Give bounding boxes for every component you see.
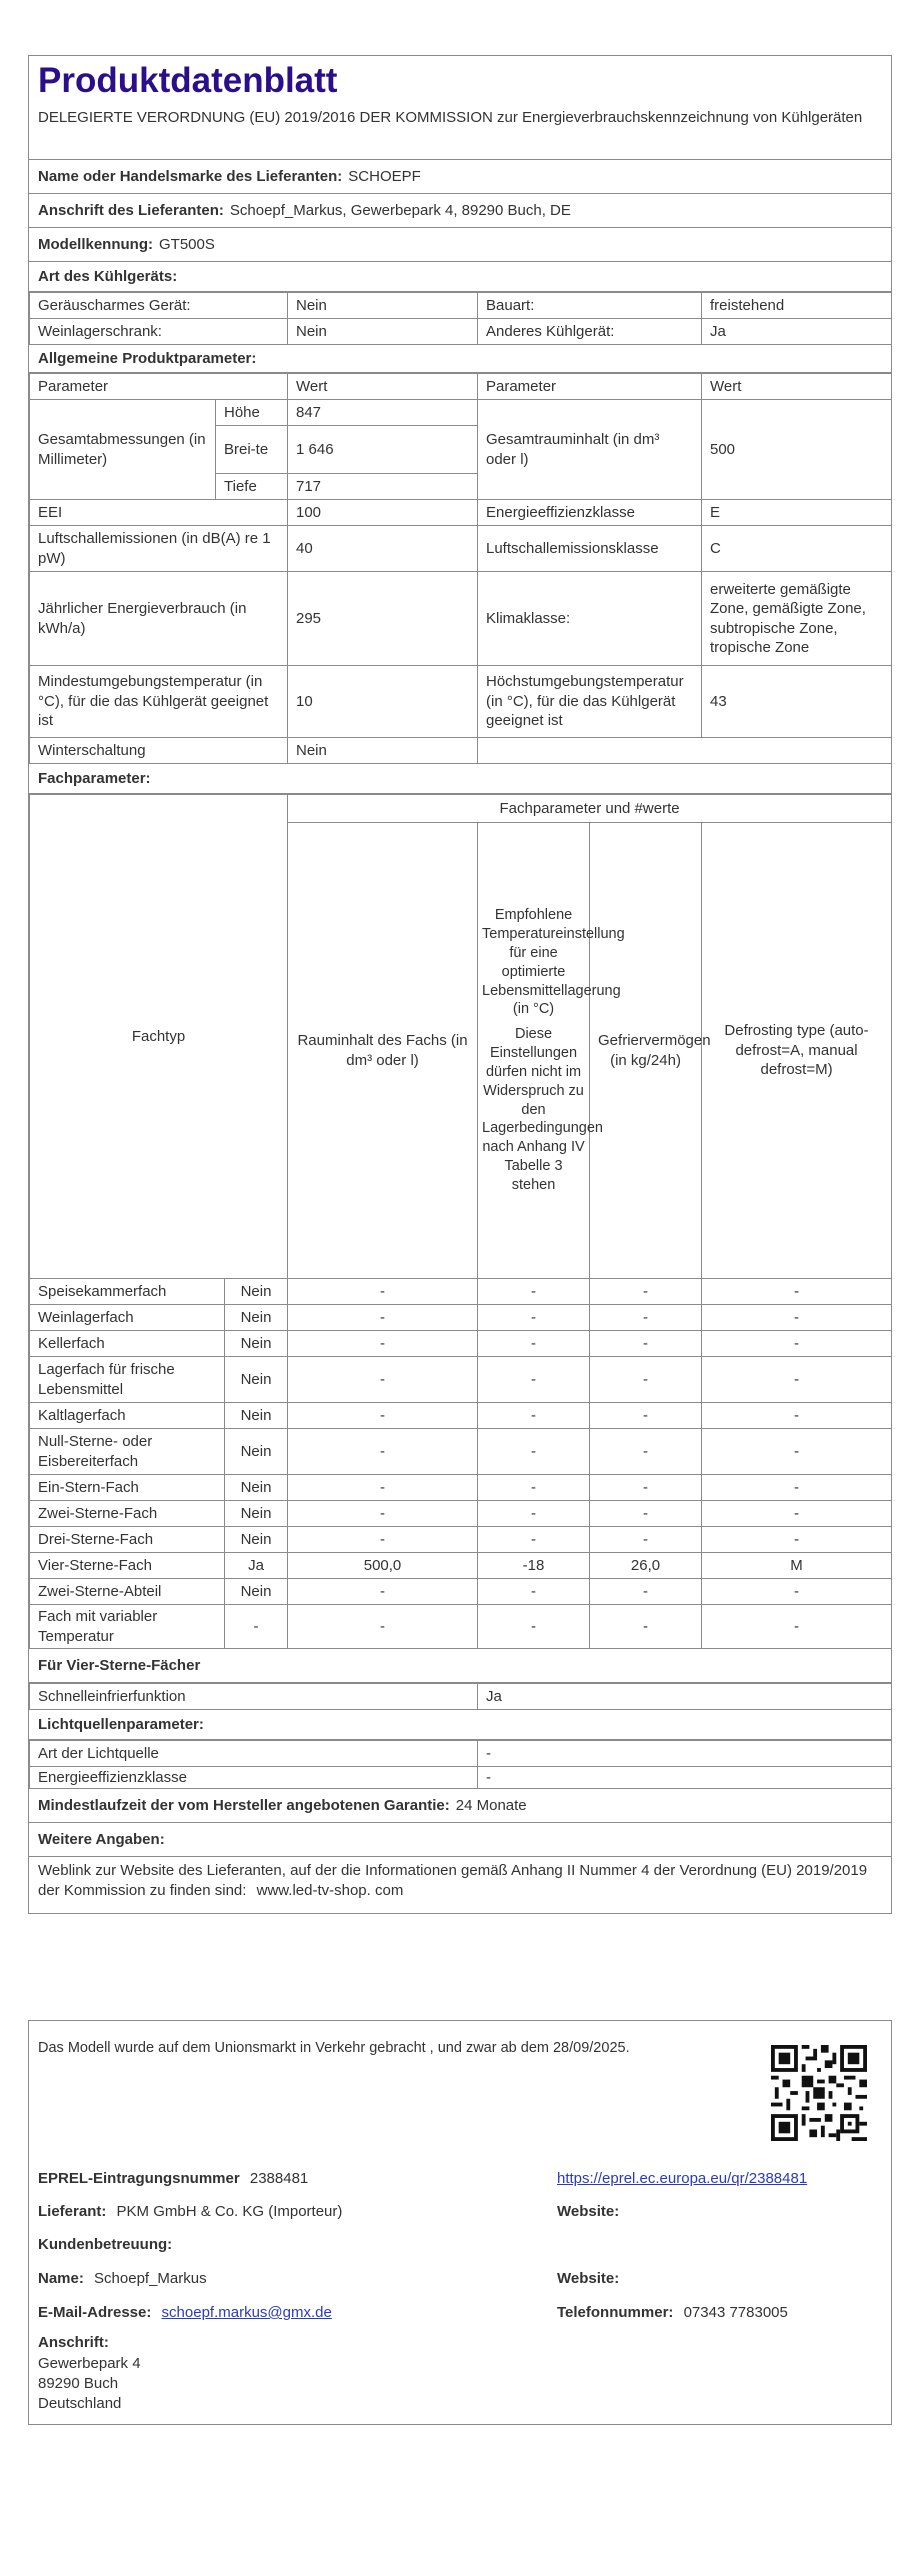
table-row — [30, 500, 892, 526]
compartment-temp: - — [478, 1429, 590, 1475]
address-label-text: Anschrift: — [38, 2334, 109, 2351]
eprel-value: 2388481 — [249, 2170, 309, 2187]
warranty-value: 24 Monate — [455, 1796, 527, 1814]
compartment-volume: - — [288, 1331, 478, 1357]
customer-service-label — [38, 2235, 172, 2255]
light-source-table — [29, 1740, 892, 1789]
compartment-present: Nein — [225, 1357, 288, 1403]
eprel-footer — [28, 2020, 892, 2425]
compartment-name: Lagerfach für frische Lebensmittel — [30, 1357, 225, 1403]
compartment-present: Nein — [225, 1501, 288, 1527]
further-info-text-block — [29, 1857, 891, 1913]
warranty-row — [29, 1789, 891, 1823]
max-ambient-temp-label: Höchstumgebungstemperatur (in °C), für die das Kühlgerät geeignet ist — [478, 666, 702, 738]
compartment-defrost-type: M — [702, 1553, 892, 1579]
wine-cabinet-value: Nein — [288, 319, 478, 345]
four-star-table — [29, 1683, 892, 1710]
compartment-present: Nein — [225, 1279, 288, 1305]
compartment-volume: - — [288, 1403, 478, 1429]
compartment-volume: - — [288, 1305, 478, 1331]
compartment-defrost-type: - — [702, 1475, 892, 1501]
table-row — [30, 1429, 892, 1475]
contact-name-line — [38, 2269, 207, 2289]
compartment-defrost-type: - — [702, 1279, 892, 1305]
other-appliance-label: Anderes Kühlgerät: — [478, 319, 702, 345]
supplier-address-value: Schoepf_Markus, Gewerbepark 4, 89290 Buch, DE — [229, 201, 571, 219]
compartment-rows — [30, 1279, 892, 1649]
compartment-temp: -18 — [478, 1553, 590, 1579]
table-row — [30, 1305, 892, 1331]
compartment-group-header: Fachparameter und #werte — [288, 795, 892, 823]
general-parameters-table — [29, 373, 892, 764]
noise-emission-value: 40 — [288, 526, 478, 572]
market-date-text: Das Modell wurde auf dem Unionsmarkt in Verkehr gebracht , und zwar ab dem 28/09/2025. — [38, 2040, 630, 2056]
col-temp-text: Empfohlene Temperatureinstellung für eine optimierte Lebensmittellagerung (in °C) — [482, 907, 625, 1018]
compartment-defrost-type: - — [702, 1331, 892, 1357]
compartment-volume: - — [288, 1475, 478, 1501]
light-class-label: Energieeffizienzklasse — [30, 1767, 478, 1789]
compartment-temp: - — [478, 1501, 590, 1527]
device-type-heading: Art des Kühlgeräts: — [29, 262, 891, 292]
compartment-freeze-capacity: 26,0 — [590, 1553, 702, 1579]
light-type-value: - — [478, 1741, 892, 1767]
noise-class-label: Luftschallemissionsklasse — [478, 526, 702, 572]
compartment-temp: - — [478, 1475, 590, 1501]
compartment-volume: - — [288, 1579, 478, 1605]
further-info-text: Weblink zur Website des Lieferanten, auf der die Informationen gemäß Anhang II Nummer 4 der Verordnung (EU) 2019/2019 der Kommission zu finden sind: — [38, 1862, 868, 1899]
eprel-number — [38, 2169, 308, 2189]
table-row — [30, 572, 892, 666]
footer-supplier-label: Lieferant: — [38, 2203, 107, 2220]
phone-value: 07343 7783005 — [683, 2304, 788, 2321]
table-row — [30, 1767, 892, 1789]
compartment-freeze-capacity: - — [590, 1475, 702, 1501]
device-type-row — [30, 319, 892, 345]
device-type-row — [30, 293, 892, 319]
customer-service-text: Kundenbetreuung: — [38, 2236, 173, 2253]
compartment-present: - — [225, 1605, 288, 1649]
compartment-name: Zwei-Sterne-Fach — [30, 1501, 225, 1527]
compartment-type-header: Fachtyp — [30, 795, 288, 1279]
noise-class-value: C — [702, 526, 892, 572]
width-value: 1 646 — [288, 426, 478, 474]
compartment-present: Nein — [225, 1475, 288, 1501]
email-line — [38, 2303, 332, 2323]
page-title: Produktdatenblatt — [38, 61, 338, 100]
compartment-temp: - — [478, 1403, 590, 1429]
min-ambient-temp-label: Mindestumgebungstemperatur (in °C), für die das Kühlgerät geeignet ist — [30, 666, 288, 738]
compartment-freeze-capacity: - — [590, 1279, 702, 1305]
col-temp-header — [478, 823, 625, 1279]
compartment-freeze-capacity: - — [590, 1429, 702, 1475]
table-row — [30, 1501, 892, 1527]
noise-emission-label: Luftschallemissionen (in dB(A) re 1 pW) — [30, 526, 288, 572]
compartment-name: Speisekammerfach — [30, 1279, 225, 1305]
compartment-volume: - — [288, 1357, 478, 1403]
compartment-temp: - — [478, 1305, 590, 1331]
table-row — [30, 526, 892, 572]
col-value-header: Wert — [288, 374, 478, 400]
quick-freeze-label: Schnelleinfrierfunktion — [30, 1684, 478, 1710]
compartment-temp: - — [478, 1331, 590, 1357]
height-value: 847 — [288, 400, 478, 426]
table-row — [30, 1331, 892, 1357]
low-noise-value: Nein — [288, 293, 478, 319]
col-value2-header: Wert — [702, 374, 892, 400]
light-class-value: - — [478, 1767, 892, 1789]
product-data-sheet — [28, 55, 892, 1914]
compartment-volume: - — [288, 1605, 478, 1649]
compartment-name: Kaltlagerfach — [30, 1403, 225, 1429]
phone-label: Telefonnummer: — [557, 2304, 674, 2321]
supplier-name-value: SCHOEPF — [348, 167, 421, 185]
device-type-table — [29, 292, 892, 345]
compartment-freeze-capacity: - — [590, 1605, 702, 1649]
compartment-present: Nein — [225, 1305, 288, 1331]
compartment-freeze-capacity: - — [590, 1357, 702, 1403]
compartment-present: Nein — [225, 1403, 288, 1429]
compartment-volume: - — [288, 1279, 478, 1305]
energy-class-value: E — [702, 500, 892, 526]
col-param2-header: Parameter — [478, 374, 702, 400]
compartment-present: Ja — [225, 1553, 288, 1579]
footer-website2-label — [557, 2269, 619, 2289]
col-freeze-header: Gefriervermögen (in kg/24h) — [590, 823, 702, 1279]
compartment-present: Nein — [225, 1429, 288, 1475]
compartment-defrost-type: - — [702, 1605, 892, 1649]
compartment-present: Nein — [225, 1527, 288, 1553]
table-row — [30, 1357, 892, 1403]
table-row — [30, 666, 892, 738]
supplier-website-link[interactable]: www.led-tv-shop. com — [256, 1881, 404, 1899]
compartment-volume: - — [288, 1527, 478, 1553]
climate-class-label: Klimaklasse: — [478, 572, 702, 666]
warranty-label: Mindestlaufzeit der vom Hersteller angebotenen Garantie: — [38, 1796, 450, 1814]
address-line-3: Deutschland — [38, 2395, 122, 2412]
col-volume-header: Rauminhalt des Fachs (in dm³ oder l) — [288, 823, 478, 1279]
model-id-row — [29, 228, 891, 262]
supplier-address-label: Anschrift des Lieferanten: — [38, 201, 224, 219]
compartment-temp: - — [478, 1357, 590, 1403]
address-label — [38, 2333, 109, 2353]
eei-label: EEI — [30, 500, 288, 526]
phone-line — [557, 2303, 788, 2323]
compartment-defrost-type: - — [702, 1403, 892, 1429]
compartment-name: Fach mit variabler Temperatur — [30, 1605, 225, 1649]
regulation-subtitle: DELEGIERTE VERORDNUNG (EU) 2019/2016 DER KOMMISSION zur Energieverbrauchskennzeichnung von Kühlgeräten — [29, 106, 891, 160]
compartment-defrost-type: - — [702, 1305, 892, 1331]
contact-name-value: Schoepf_Markus — [94, 2270, 207, 2287]
height-label: Höhe — [216, 400, 288, 426]
eprel-link[interactable]: https://eprel.ec.europa.eu/qr/2388481 — [557, 2170, 808, 2187]
table-row — [30, 400, 892, 426]
compartment-temp: - — [478, 1527, 590, 1553]
compartment-present: Nein — [225, 1331, 288, 1357]
total-volume-label: Gesamtrauminhalt (in dm³ oder l) — [478, 400, 702, 500]
low-noise-label: Geräuscharmes Gerät: — [30, 293, 288, 319]
table-row — [30, 738, 892, 764]
table-row — [30, 1741, 892, 1767]
depth-value: 717 — [288, 474, 478, 500]
website-label-text: Website: — [557, 2203, 620, 2220]
compartment-defrost-type: - — [702, 1357, 892, 1403]
annual-energy-value: 295 — [288, 572, 478, 666]
compartment-freeze-capacity: - — [590, 1305, 702, 1331]
contact-name-label: Name: — [38, 2270, 84, 2287]
table-row — [30, 1475, 892, 1501]
col-defrost-header: Defrosting type (auto-defrost=A, manual defrost=M) — [702, 823, 892, 1279]
table-row — [30, 1579, 892, 1605]
winter-setting-value: Nein — [288, 738, 478, 764]
model-id-value: GT500S — [159, 235, 215, 253]
compartment-freeze-capacity: - — [590, 1527, 702, 1553]
general-parameters-heading: Allgemeine Produktparameter: — [29, 345, 891, 373]
email-label: E-Mail-Adresse: — [38, 2304, 152, 2321]
compartment-volume: 500,0 — [288, 1553, 478, 1579]
compartment-name: Weinlagerfach — [30, 1305, 225, 1331]
compartment-group-header-row — [30, 795, 892, 823]
compartment-freeze-capacity: - — [590, 1501, 702, 1527]
footer-supplier-value: PKM GmbH & Co. KG (Importeur) — [116, 2203, 343, 2220]
compartment-name: Kellerfach — [30, 1331, 225, 1357]
supplier-line — [38, 2202, 342, 2222]
total-volume-value: 500 — [702, 400, 892, 500]
model-id-label: Modellkennung: — [38, 235, 153, 253]
general-header-row — [30, 374, 892, 400]
website2-label-text: Website: — [557, 2270, 620, 2287]
width-label: Brei-te — [216, 426, 288, 474]
supplier-address-row — [29, 194, 891, 228]
compartment-name: Zwei-Sterne-Abteil — [30, 1579, 225, 1605]
compartment-temp: - — [478, 1579, 590, 1605]
compartment-table — [29, 794, 892, 1649]
compartment-present: Nein — [225, 1579, 288, 1605]
compartment-freeze-capacity: - — [590, 1403, 702, 1429]
compartment-defrost-type: - — [702, 1579, 892, 1605]
four-star-heading: Für Vier-Sterne-Fächer — [29, 1649, 891, 1683]
table-row — [30, 1279, 892, 1305]
col-param-header: Parameter — [30, 374, 288, 400]
compartment-temp: - — [478, 1605, 590, 1649]
compartment-name: Vier-Sterne-Fach — [30, 1553, 225, 1579]
design-label: Bauart: — [478, 293, 702, 319]
light-type-label: Art der Lichtquelle — [30, 1741, 478, 1767]
quick-freeze-value: Ja — [478, 1684, 892, 1710]
qr-code-icon[interactable] — [771, 2045, 867, 2141]
compartment-volume: - — [288, 1501, 478, 1527]
compartment-volume: - — [288, 1429, 478, 1475]
further-info-heading: Weitere Angaben: — [29, 1823, 891, 1857]
wine-cabinet-label: Weinlagerschrank: — [30, 319, 288, 345]
design-value: freistehend — [702, 293, 892, 319]
dimensions-label: Gesamtabmessungen (in Millimeter) — [30, 400, 216, 500]
compartment-parameters-heading: Fachparameter: — [29, 764, 891, 794]
email-link[interactable]: schoepf.markus@gmx.de — [161, 2304, 332, 2321]
eprel-label: EPREL-Eintragungsnummer — [38, 2170, 240, 2187]
supplier-name-label: Name oder Handelsmarke des Lieferanten: — [38, 167, 343, 185]
compartment-name: Null-Sterne- oder Eisbereiterfach — [30, 1429, 225, 1475]
compartment-defrost-type: - — [702, 1501, 892, 1527]
table-row — [30, 1605, 892, 1649]
compartment-freeze-capacity: - — [590, 1331, 702, 1357]
eei-value: 100 — [288, 500, 478, 526]
light-source-heading: Lichtquellenparameter: — [29, 1710, 891, 1740]
other-appliance-value: Ja — [702, 319, 892, 345]
compartment-name: Drei-Sterne-Fach — [30, 1527, 225, 1553]
max-ambient-temp-value: 43 — [702, 666, 892, 738]
table-row — [30, 1527, 892, 1553]
compartment-defrost-type: - — [702, 1429, 892, 1475]
compartment-temp: - — [478, 1279, 590, 1305]
energy-class-label: Energieeffizienzklasse — [478, 500, 702, 526]
footer-website-label — [557, 2202, 619, 2222]
address-line-2: 89290 Buch — [38, 2375, 119, 2392]
compartment-defrost-type: - — [702, 1527, 892, 1553]
table-row — [30, 1553, 892, 1579]
empty-cell — [478, 738, 892, 764]
climate-class-value: erweiterte gemäßigte Zone, gemäßigte Zone, subtropische Zone, tropische Zone — [702, 572, 892, 666]
supplier-name-row — [29, 160, 891, 194]
compartment-name: Ein-Stern-Fach — [30, 1475, 225, 1501]
compartment-freeze-capacity: - — [590, 1579, 702, 1605]
address-line-1: Gewerbepark 4 — [38, 2355, 141, 2372]
depth-label: Tiefe — [216, 474, 288, 500]
winter-setting-label: Winterschaltung — [30, 738, 288, 764]
table-row — [30, 1403, 892, 1429]
col-temp-note: Diese Einstellungen dürfen nicht im Widerspruch zu den Lagerbedingungen nach Anhang IV Tabelle 3 stehen — [482, 1026, 603, 1193]
table-row — [30, 1684, 892, 1710]
annual-energy-label: Jährlicher Energieverbrauch (in kWh/a) — [30, 572, 288, 666]
min-ambient-temp-value: 10 — [288, 666, 478, 738]
